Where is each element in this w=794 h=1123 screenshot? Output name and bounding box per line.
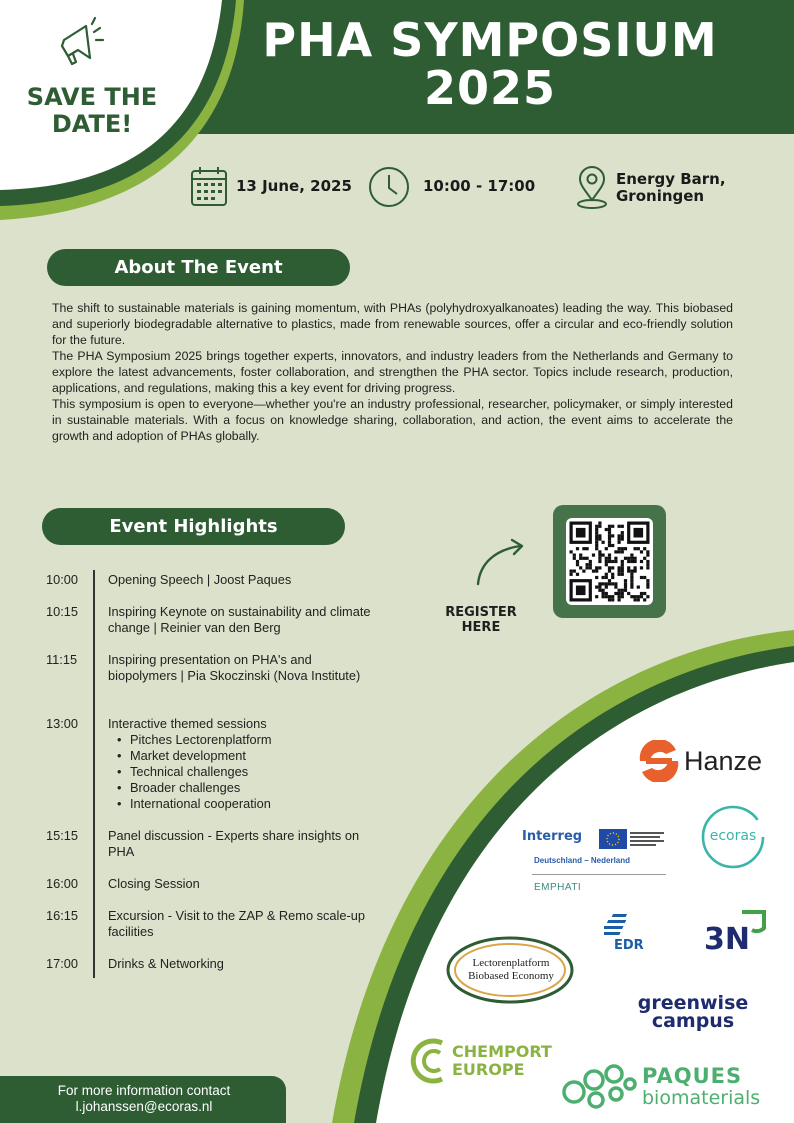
contact-line-1: For more information contact — [57, 1083, 231, 1098]
session-item: • Technical challenges — [108, 764, 378, 780]
schedule-desc: Closing Session — [108, 876, 200, 891]
schedule-time: 17:00 — [46, 956, 79, 971]
venue-line-1: Energy Barn, — [616, 170, 726, 188]
contact-text — [14, 1083, 274, 1115]
eu-cofunding-text — [630, 830, 668, 848]
register-line-1: REGISTER — [445, 605, 517, 620]
about-paragraph: The PHA Symposium 2025 brings together experts, innovators, and industry leaders from the Netherlands and Germany to explore the latest advancements, foster collaboration, and strengthen the PHA sector. Topics include research, production, applications, and regulations, making this a key event for driving progress. — [52, 349, 733, 395]
lectorenplatform-text — [452, 957, 570, 983]
schedule-desc: Panel discussion - Experts share insights on PHA — [108, 828, 360, 859]
schedule-desc: Opening Speech | Joost Paques — [108, 572, 292, 587]
session-item: • Broader challenges — [108, 780, 378, 796]
interreg-logo-text: Interreg — [522, 829, 583, 844]
about-paragraph: This symposium is open to everyone—whether you're an industry professional, researcher, policymaker, or simply interested in sustainable materials. With a focus on knowledge sharing, collaboration, and action, the event aims to accelerate the growth and adoption of PHAs globally. — [52, 397, 733, 443]
3n-logo-mark — [738, 908, 768, 938]
schedule-desc: Drinks & Networking — [108, 956, 224, 971]
venue-line-2: Groningen — [616, 187, 705, 205]
about-heading: About The Event — [47, 249, 350, 286]
register-line-2: HERE — [461, 620, 501, 635]
eu-flag-icon — [599, 829, 627, 849]
paques-line-1: PAQUES — [642, 1064, 743, 1088]
schedule-time: 10:00 — [46, 572, 79, 587]
3n-logo-text: 3N — [704, 922, 750, 957]
greenwise-line-2: campus — [651, 1010, 735, 1032]
save-line-2: DATE! — [51, 110, 133, 138]
schedule-desc: Inspiring presentation on PHA's and biopolymers | Pia Skoczinski (Nova Institute) — [108, 652, 361, 683]
chemport-logo-mark — [410, 1035, 448, 1087]
interreg-divider — [532, 874, 666, 875]
paques-logo-text — [642, 1065, 760, 1109]
session-item: • Market development — [108, 748, 378, 764]
title-line-1: PHA SYMPOSIUM — [262, 13, 718, 67]
paques-logo-mark — [560, 1060, 640, 1110]
hanze-logo-text: Hanze — [684, 746, 763, 776]
edr-logo-text: EDR — [614, 938, 644, 953]
contact-email[interactable]: l.johanssen@ecoras.nl — [75, 1099, 213, 1114]
session-item: • Pitches Lectorenplatform — [108, 732, 378, 748]
chemport-line-2: EUROPE — [452, 1060, 525, 1079]
schedule-desc-title: Interactive themed sessions — [108, 716, 267, 731]
chemport-logo-text — [452, 1043, 552, 1079]
hanze-logo-mark — [636, 740, 682, 782]
save-line-1: SAVE THE — [26, 83, 158, 111]
lectoren-line-1: Lectorenplatform — [472, 957, 550, 969]
about-paragraph: The shift to sustainable materials is gaining momentum, with PHAs (polyhydroxyalkanoates) leading the way. This biobased and superiorly biodegradable alternative to plastics, made from renewable sources, offer a circular and eco-friendly solution for the future. — [52, 301, 733, 347]
schedule-time: 15:15 — [46, 828, 79, 843]
event-time: 10:00 - 17:00 — [423, 177, 536, 195]
chemport-line-1: CHEMPORT — [452, 1042, 552, 1061]
schedule-desc: Excursion - Visit to the ZAP & Remo scale-up facilities — [108, 908, 365, 939]
highlights-heading: Event Highlights — [42, 508, 345, 545]
greenwise-line-1: greenwise — [637, 992, 749, 1014]
event-date: 13 June, 2025 — [236, 177, 352, 195]
schedule-time: 11:15 — [46, 652, 78, 667]
schedule-time: 10:15 — [46, 604, 79, 619]
paques-line-2: biomaterials — [642, 1087, 761, 1109]
schedule-time: 16:00 — [46, 876, 79, 891]
lectoren-line-2: Biobased Economy — [468, 970, 554, 982]
schedule-desc: Inspiring Keynote on sustainability and climate change | Reinier van den Berg — [108, 604, 371, 635]
interreg-subtitle: Deutschland – Nederland — [534, 856, 631, 865]
title-line-2: 2025 — [423, 61, 557, 115]
schedule-time: 16:15 — [46, 908, 79, 923]
schedule-time: 13:00 — [46, 716, 79, 731]
greenwise-logo-text — [634, 994, 752, 1030]
session-item: • International cooperation — [108, 796, 378, 812]
ecoras-logo-text: ecoras — [709, 828, 757, 844]
emphati-text: EMPHATI — [534, 882, 582, 893]
